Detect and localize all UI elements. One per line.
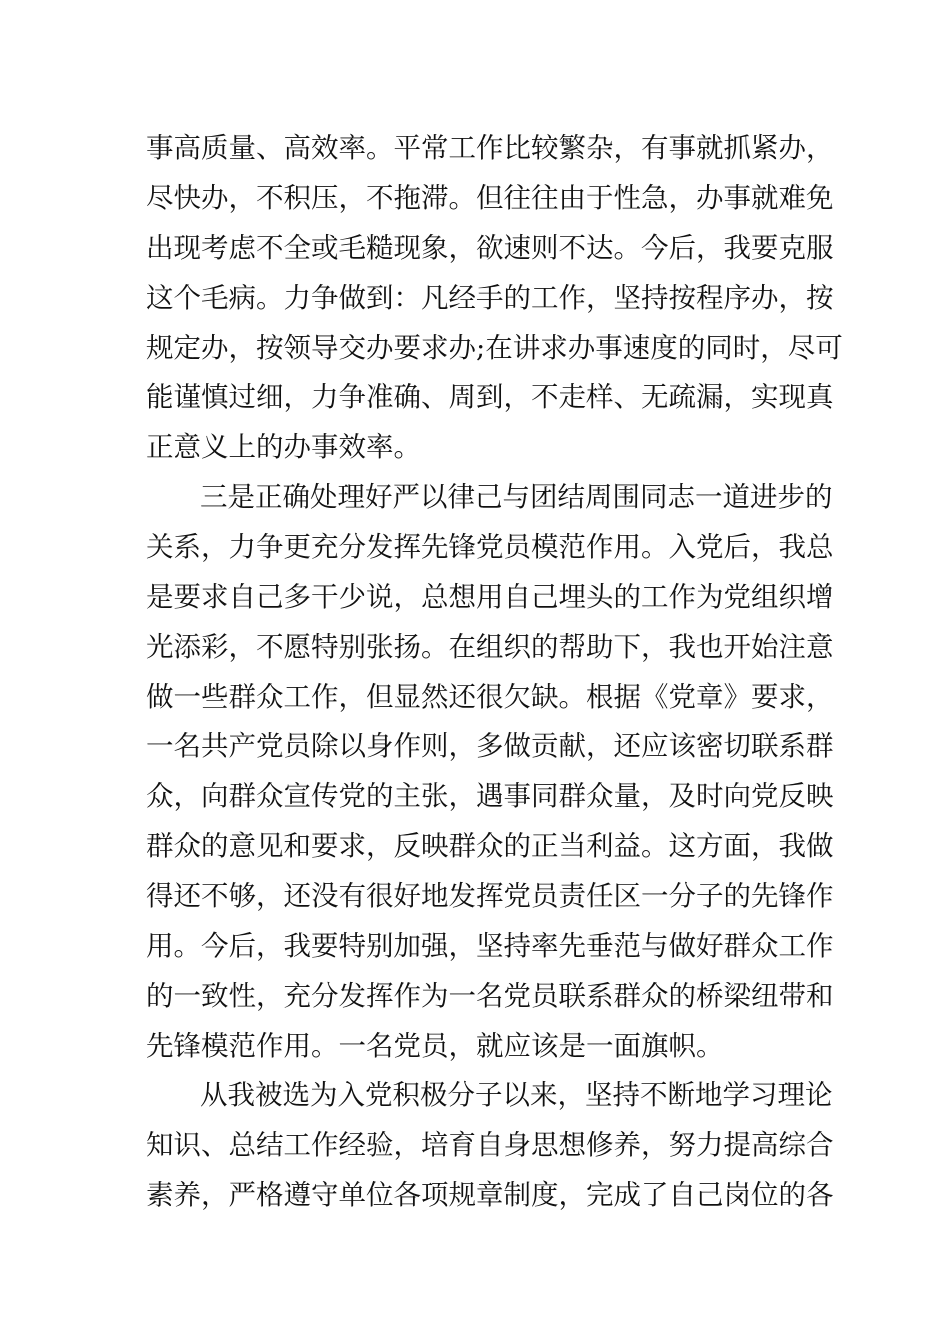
paragraph-first-line: 从我被选为入党积极分子以来，坚持不断地学习理论 xyxy=(200,1079,833,1111)
text-line: 做一些群众工作，但显然还很欠缺。根据《党章》要求， xyxy=(146,681,834,713)
text-line: 用。今后，我要特别加强，坚持率先垂范与做好群众工作 xyxy=(146,930,834,962)
text-line: 的一致性，充分发挥作为一名党员联系群众的桥梁纽带和 xyxy=(146,980,834,1012)
text-line: 关系，力争更充分发挥先锋党员模范作用。入党后，我总 xyxy=(146,531,834,563)
text-line: 知识、总结工作经验，培育自身思想修养，努力提高综合 xyxy=(146,1129,834,1161)
text-line: 正意义上的办事效率。 xyxy=(146,431,421,463)
text-line: 尽快办，不积压，不拖滞。但往往由于性急，办事就难免 xyxy=(146,182,834,214)
text-line: 出现考虑不全或毛糙现象，欲速则不达。今后，我要克服 xyxy=(146,232,834,264)
text-line: 众，向群众宣传党的主张，遇事同群众量，及时向党反映 xyxy=(146,780,834,812)
text-line: 是要求自己多干少说，总想用自己埋头的工作为党组织增 xyxy=(146,581,834,613)
text-line: 规定办，按领导交办要求办;在讲求办事速度的同时，尽可 xyxy=(146,332,843,364)
text-line: 先锋模范作用。一名党员，就应该是一面旗帜。 xyxy=(146,1030,724,1062)
text-line: 一名共产党员除以身作则，多做贡献，还应该密切联系群 xyxy=(146,730,834,762)
text-line: 素养，严格遵守单位各项规章制度，完成了自己岗位的各 xyxy=(146,1179,834,1211)
text-line: 事高质量、高效率。平常工作比较繁杂，有事就抓紧办， xyxy=(146,132,834,164)
text-line: 这个毛病。力争做到：凡经手的工作，坚持按程序办，按 xyxy=(146,282,834,314)
text-line: 能谨慎过细，力争准确、周到，不走样、无疏漏，实现真 xyxy=(146,381,834,413)
text-line: 得还不够，还没有很好地发挥党员责任区一分子的先锋作 xyxy=(146,880,834,912)
text-line: 光添彩，不愿特别张扬。在组织的帮助下，我也开始注意 xyxy=(146,631,834,663)
text-line: 群众的意见和要求，反映群众的正当利益。这方面，我做 xyxy=(146,830,834,862)
paragraph-first-line: 三是正确处理好严以律己与团结周围同志一道进步的 xyxy=(200,481,833,513)
